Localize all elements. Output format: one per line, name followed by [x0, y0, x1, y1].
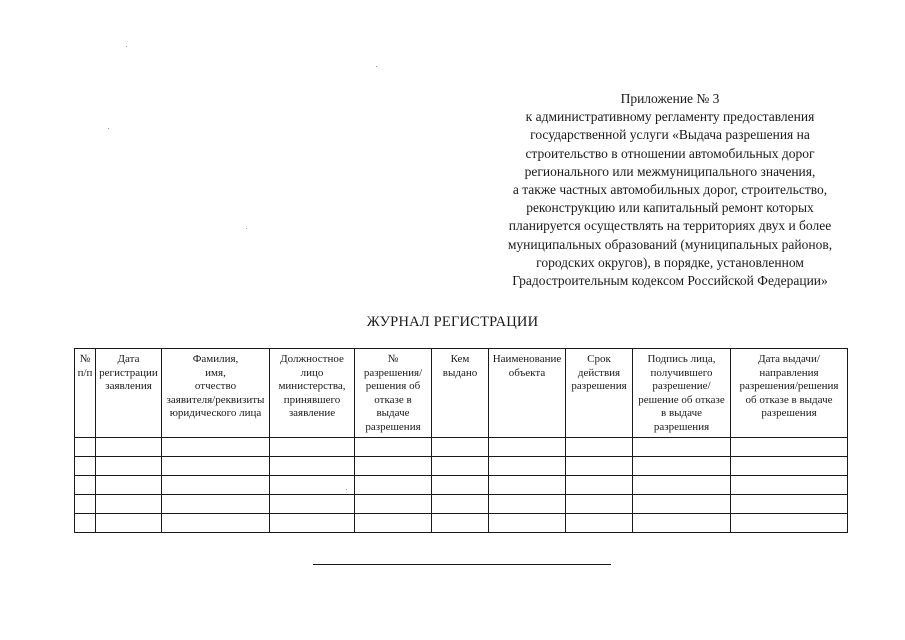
column-header-label: № п/п — [77, 353, 93, 379]
table-cell — [270, 438, 355, 457]
scan-speck — [126, 46, 127, 47]
table-cell — [633, 438, 731, 457]
table-row — [75, 457, 848, 476]
appendix-line: реконструкцию или капитальный ремонт которых — [526, 200, 814, 216]
column-header-label: Подпись лица, получившего разрешение/ решение об отказе в выдаче разрешения — [638, 353, 725, 433]
table-cell — [162, 438, 270, 457]
table-cell — [489, 457, 566, 476]
table-cell — [489, 495, 566, 514]
table-cell — [355, 495, 432, 514]
table-cell — [355, 457, 432, 476]
table-cell — [162, 476, 270, 495]
table-cell — [432, 495, 489, 514]
table-cell — [731, 514, 848, 533]
table-cell — [162, 514, 270, 533]
table-cell — [566, 438, 633, 457]
bottom-separator-line — [313, 564, 611, 565]
column-header-applicant — [162, 349, 270, 438]
scan-speck — [346, 489, 347, 490]
table-cell — [731, 457, 848, 476]
column-header-validity — [566, 349, 633, 438]
table-cell — [355, 476, 432, 495]
column-header-label: Срок действия разрешения — [571, 353, 627, 392]
table-cell — [162, 457, 270, 476]
table-cell — [75, 514, 96, 533]
column-header-label: № разрешения/ решения об отказе в выдаче разрешения — [363, 353, 423, 433]
column-header-label: Дата выдачи/ направления разрешения/решения об отказе в выдаче разрешения — [739, 353, 839, 419]
table-cell — [489, 476, 566, 495]
appendix-line: строительство в отношении автомобильных дорог — [525, 145, 815, 161]
table-cell — [432, 438, 489, 457]
table-cell — [96, 514, 162, 533]
table-row — [75, 514, 848, 533]
journal-title: ЖУРНАЛ РЕГИСТРАЦИИ — [366, 314, 539, 330]
table-cell — [75, 457, 96, 476]
column-header-recipient-signature — [633, 349, 731, 438]
column-header-issued-by — [432, 349, 489, 438]
table-cell — [75, 476, 96, 495]
table-cell — [432, 514, 489, 533]
column-header-label: Дата регистрации заявления — [99, 353, 158, 392]
appendix-line: к административному регламенту предоставления — [525, 109, 815, 125]
table-cell — [355, 438, 432, 457]
table-row — [75, 495, 848, 514]
column-header-label: Фамилия, имя, отчество заявителя/реквизиты юридического лица — [166, 353, 265, 419]
table-cell — [489, 514, 566, 533]
scan-speck — [108, 128, 109, 129]
table-cell — [731, 495, 848, 514]
table-cell — [633, 457, 731, 476]
table-cell — [566, 514, 633, 533]
table-row — [75, 438, 848, 457]
appendix-line: планируется осуществлять на территориях двух и более — [508, 218, 832, 234]
column-header-registration-date — [96, 349, 162, 438]
table-cell — [75, 495, 96, 514]
table-cell — [432, 457, 489, 476]
appendix-line: Приложение № 3 — [620, 91, 720, 106]
table-cell — [633, 514, 731, 533]
table-cell — [489, 438, 566, 457]
table-cell — [96, 438, 162, 457]
table-cell — [566, 457, 633, 476]
column-header-label: Наименование объекта — [492, 353, 562, 379]
table-cell — [96, 495, 162, 514]
registration-journal-table — [74, 348, 848, 533]
table-cell — [633, 495, 731, 514]
appendix-line: городских округов), в порядке, установленном — [536, 254, 804, 270]
table-cell — [731, 438, 848, 457]
column-header-permit-number — [355, 349, 432, 438]
column-header-object-name — [489, 349, 566, 438]
table-cell — [566, 476, 633, 495]
table-cell — [270, 476, 355, 495]
column-header-number — [75, 349, 96, 438]
table-cell — [75, 438, 96, 457]
table-cell — [96, 457, 162, 476]
table-cell — [96, 476, 162, 495]
table-cell — [162, 495, 270, 514]
table-cell — [633, 476, 731, 495]
appendix-line: Градостроительным кодексом Российской Федерации» — [512, 273, 828, 289]
table-row — [75, 476, 848, 495]
table-cell — [731, 476, 848, 495]
column-header-label: Должностное лицо министерства, принявшего заявление — [278, 353, 346, 419]
column-header-issue-date — [731, 349, 848, 438]
table-header-row — [75, 349, 848, 438]
table-cell — [566, 495, 633, 514]
scan-speck — [246, 228, 247, 229]
table-cell — [270, 514, 355, 533]
appendix-line: государственной услуги «Выдача разрешения на — [530, 127, 810, 143]
table-cell — [270, 495, 355, 514]
appendix-header — [478, 90, 862, 290]
table-cell — [432, 476, 489, 495]
column-header-official — [270, 349, 355, 438]
table-cell — [355, 514, 432, 533]
table-cell — [270, 457, 355, 476]
appendix-line: муниципальных образований (муниципальных районов, — [507, 236, 833, 252]
appendix-line: а также частных автомобильных дорог, строительство, — [512, 182, 828, 198]
appendix-line: регионального или межмуниципального значения, — [524, 163, 816, 179]
column-header-label: Кем выдано — [442, 353, 478, 379]
scan-speck — [376, 66, 377, 67]
